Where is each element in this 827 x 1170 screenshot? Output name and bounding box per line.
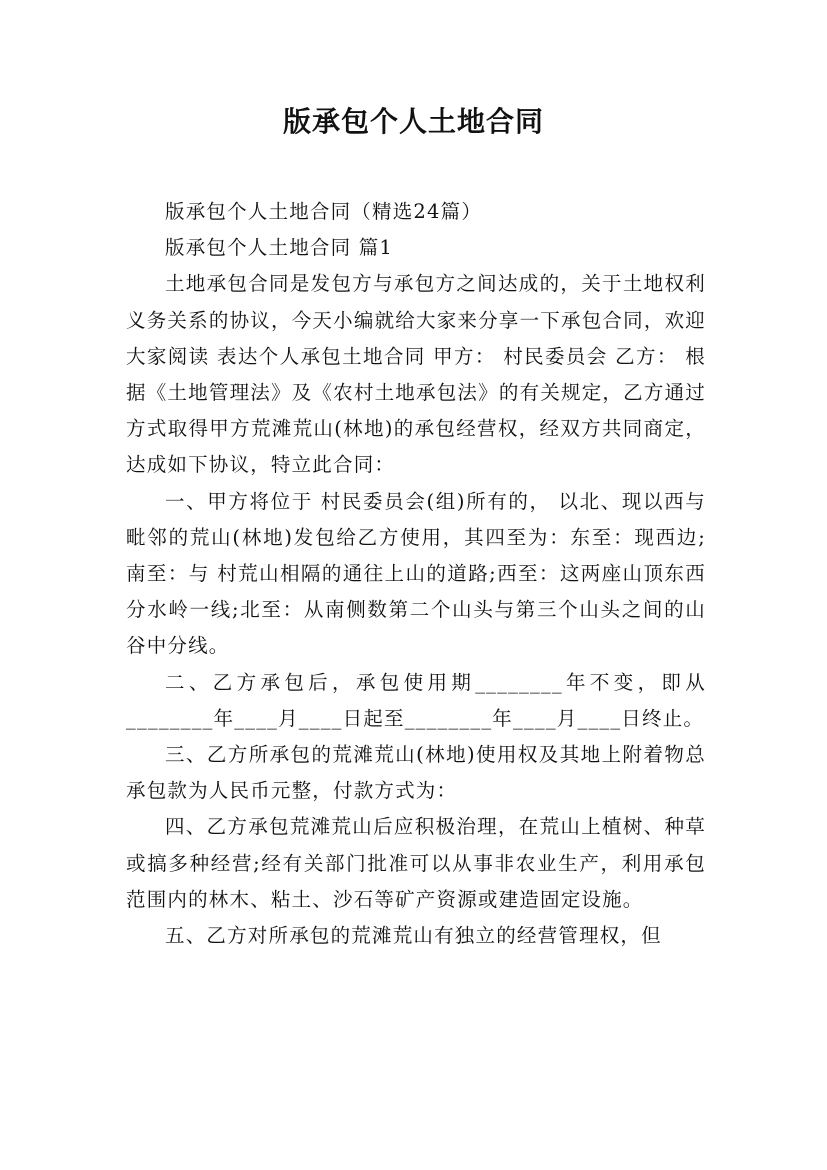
paragraph-subtitle: 版承包个人土地合同（精选24篇） [165, 200, 483, 223]
paragraph-section-heading: 版承包个人土地合同 篇1 [165, 236, 394, 260]
paragraph-clause-2: 二、乙方承包后，承包使用期________年不变，即从________年____月____日起至________年____月____日终止。 [126, 670, 706, 730]
paragraph-clause-4: 四、乙方承包荒滩荒山后应积极治理，在荒山上植树、种草或搞多种经营;经有关部门批准可以从事非农业生产，利用承包范围内的林木、粘土、沙石等矿产资源或建造固定设施。 [126, 815, 706, 911]
document-title: 版承包个人土地合同 [282, 105, 544, 138]
paragraph-intro: 土地承包合同是发包方与承包方之间达成的，关于土地权利义务关系的协议，今天小编就给大家来分享一下承包合同，欢迎大家阅读 表达个人承包土地合同 甲方： 村民委员会 乙方： 根据《土地管理法》及《农村土地承包法》的有关规定，乙方通过 方式取得甲方荒滩荒山(林地)的承包经营权，经双方共同商定，达成如下协议，特立此合同： [126, 272, 706, 477]
document-body [126, 194, 706, 954]
paragraph-clause-3: 三、乙方所承包的荒滩荒山(林地)使用权及其地上附着物总承包款为人民币元整，付款方式为： [126, 743, 706, 803]
paragraph-clause-5: 五、乙方对所承包的荒滩荒山有独立的经营管理权，但 [165, 924, 662, 948]
paragraph-clause-1: 一、甲方将位于 村民委员会(组)所有的， 以北、现以西与 毗邻的荒山(林地)发包给乙方使用，其四至为：东至：现西边;南至：与 村荒山相隔的通往上山的道路;西至：这两座山顶东西分水岭一线;北至：从南侧数第二个山头与第三个山头之间的山谷中分线。 [126, 489, 706, 658]
